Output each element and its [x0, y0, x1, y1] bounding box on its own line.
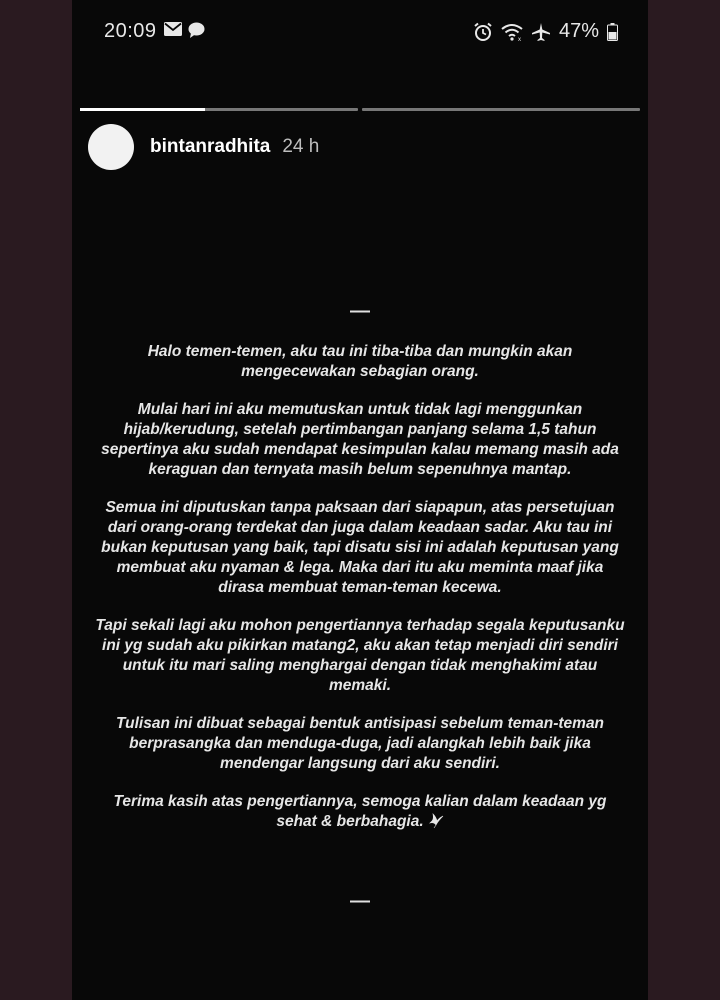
story-paragraph: Tulisan ini dibuat sebagai bentuk antisipasi sebelum teman-teman berprasangka dan menduga-duga, jadi alangkah lebih baik jika mendengar langsung dari aku sendiri.: [115, 715, 605, 772]
story-text: [92, 342, 628, 853]
story-paragraph: Tapi sekali lagi aku mohon pengertiannya terhadap segala keputusanku ini yg sudah aku pikirkan matang2, aku akan tetap menjadi diri sendiri untuk itu mari saling menghargai dengan tidak menghakimi atau memaki.: [95, 617, 625, 694]
story-paragraph: Semua ini diputuskan tanpa paksaan dari siapapun, atas persetujuan dari orang-orang terdekat dan juga dalam keadaan sadar. Aku tau ini bukan keputusan yang baik, tapi disatu sisi ini adalah keputusan yang membuat aku nyaman & lega. Maka dari itu aku meminta maaf jika dirasa membuat teman-teman kecewa.: [101, 499, 619, 596]
story-paragraph: Terima kasih atas pengertiannya, semoga kalian dalam keadaan yg sehat & berbahagia.: [113, 793, 607, 830]
status-time: 20:09: [104, 20, 157, 42]
story-paragraph: Halo temen-temen, aku tau ini tiba-tiba dan mungkin akan mengecewakan sebagian orang.: [147, 343, 573, 380]
story-paragraph: Mulai hari ini aku memutuskan untuk tidak lagi menggunkan hijab/kerudung, setelah pertimbangan panjang selama 1,5 tahun sepertinya aku sudah mendapat kesimpulan kalau memang masih ada keraguan dan ternyata masih belum sepenuhnya mantap.: [101, 401, 619, 478]
separator-bottom: —: [350, 890, 370, 912]
chat-bubble-icon: [188, 22, 205, 38]
dove-icon: [428, 813, 444, 835]
mail-icon: [164, 22, 182, 38]
status-right: [473, 20, 618, 43]
status-bar: [72, 0, 648, 64]
avatar[interactable]: [88, 124, 134, 170]
svg-text:x: x: [517, 36, 521, 41]
progress-segment: [80, 108, 358, 111]
story-time-ago: 24 h: [282, 136, 320, 157]
story-header[interactable]: [88, 124, 319, 170]
wifi-icon: [501, 23, 523, 41]
separator-top: —: [350, 300, 370, 322]
status-notification-icons: [164, 22, 205, 38]
story-paragraph-last: [92, 792, 628, 835]
battery-percent: 47%: [558, 20, 599, 42]
story-progress: [80, 108, 640, 111]
battery-icon: [607, 23, 618, 41]
username[interactable]: bintanradhita: [150, 136, 271, 157]
airplane-icon: [531, 22, 551, 42]
progress-fill: [80, 108, 205, 111]
progress-segment: [362, 108, 640, 111]
alarm-icon: [473, 22, 493, 42]
story-viewer[interactable]: [72, 0, 648, 1000]
